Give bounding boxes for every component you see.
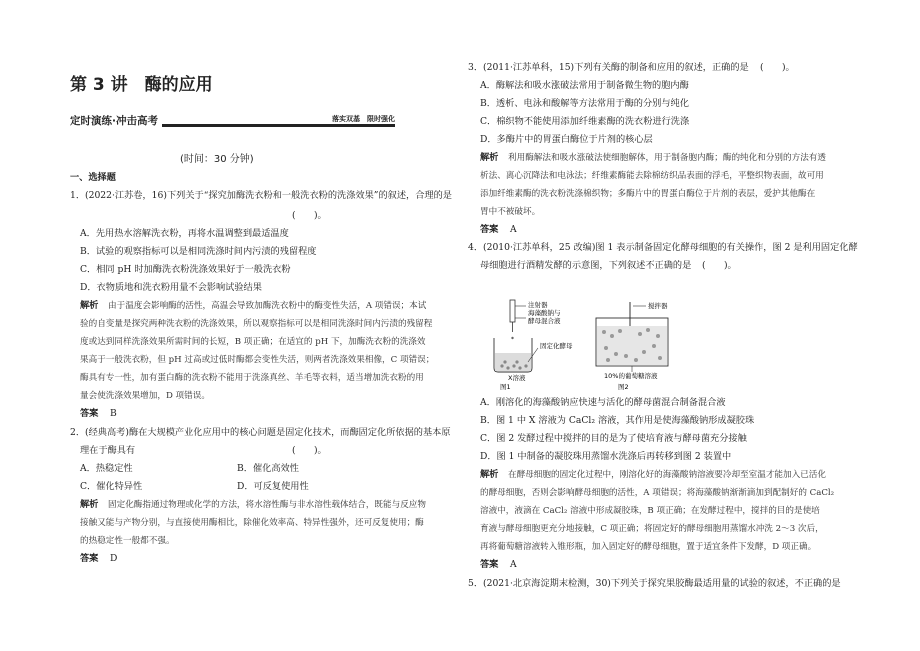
syringe-body (510, 300, 515, 322)
q4-stem: 4．(2010·江苏单科，25 改编)图 1 表示制备固定化酵母细胞的有关操作，图 2 是利用固定化酵 (468, 242, 858, 253)
q4-explain-line: 在酵母细胞的固定化过程中，刚溶化好的海藻酸钠溶液要冷却至室温才能加入已活化 (508, 470, 826, 480)
q1-option-b: B．试验的观察指标可以是相同洗涤时间内污渍的残留程度 (80, 246, 317, 257)
q4-explain-line: 再将葡萄糖溶液转入锥形瓶，加入固定好的酵母细胞，置于适宜条件下发酵，D 项正确。 (480, 542, 817, 552)
q1-option-c: C．相同 pH 时加酶洗衣粉洗涤效果好于一般洗衣粉 (80, 264, 291, 275)
q2-explain-line: 固定化酶指通过物理或化学的方法，将水溶性酶与非水溶性载体结合，既能与反应物 (108, 500, 426, 510)
q3-option-c: C．棉织物不能使用添加纤维素酶的洗衣粉进行洗涤 (480, 116, 690, 127)
q2-explain-line: 的热稳定性一般都不强。 (80, 536, 175, 546)
q1-option-d: D．衣物质地和洗衣粉用量不会影响试验结果 (80, 282, 262, 293)
q3-paren: ( )。 (760, 62, 795, 73)
q2-stem: 2．(经典高考)酶在大规模产业化应用中的核心问题是固定化技术，而酶固定化所依据的基本原 (70, 427, 451, 438)
q1-explain-line: 度或达到同样洗涤效果所需时间的长短，B 项正确；在适宜的 pH 下，加酶洗衣粉的洗涤效 (80, 337, 426, 347)
q1-answer: B (110, 408, 117, 419)
q4-explain-label: 解析 (480, 469, 499, 480)
page-title: 第 3 讲 酶的应用 (70, 75, 213, 95)
q3-option-d: D．多酶片中的胃蛋白酶位于片剂的核心层 (480, 134, 653, 145)
q1-option-a: A．先用热水溶解洗衣粉，再将水温调整到最适温度 (80, 228, 289, 239)
label-glucose: 10%的葡萄糖溶液 (604, 372, 658, 380)
q1-explain-line: 果高于一般洗衣粉，但 pH 过高或过低时酶都会变性失活，则两者洗涤效果相像，C 项错误； (80, 355, 435, 365)
q3-explain-line: 利用酶解法和吸水涨破法使细胞解体，用于制备胞内酶；酶的纯化和分别的方法有透 (508, 153, 826, 163)
banner-right-text: 落实双基 限时强化 (328, 114, 395, 124)
label-syringe: 注射器 (528, 301, 548, 309)
q4-explain-line: 育液与酵母细胞更充分地接触，C 项正确；将固定好的酵母细胞用蒸馏水冲洗 2～3 次后， (480, 524, 824, 534)
q4-stem-cont: 母细胞进行酒精发酵的示意图，下列叙述不正确的是 (480, 260, 692, 271)
banner-left-text: 定时演练·冲击高考 (70, 113, 162, 128)
q3-answer-label: 答案 (480, 224, 499, 235)
caption-fig1: 图1 (500, 383, 511, 390)
q1-explain-line: 验的自变量是探究两种洗衣粉的洗涤效果，所以观察指标可以是相同洗涤时间内污渍的残留程 (80, 319, 433, 329)
q2-stem-cont: 理在于酶具有 (80, 445, 136, 456)
q2-option-c: C．催化特异性 (80, 481, 143, 492)
q4-option-b: B．图 1 中 X 溶液为 CaCl₂ 溶液，其作用是使海藻酸钠形成凝胶珠 (480, 415, 755, 426)
q3-explain-line: 添加纤维素酶的洗衣粉洗涤棉织物；多酶片中的胃蛋白酶位于片剂的表层，爱护其他酶在 (480, 189, 816, 199)
q3-explain-line: 析法、离心沉降法和电泳法；纤维素酶能去除棉纺织品表面的浮毛，平整织物表面，故可用 (480, 171, 824, 181)
q2-explain-label: 解析 (80, 499, 99, 510)
q2-option-d: D．可反复使用性 (237, 481, 309, 492)
q2-option-b: B．催化高效性 (237, 463, 299, 474)
label-alginate: 海藻酸钠与 (528, 309, 561, 317)
label-mix: 酵母混合液 (528, 317, 561, 325)
q1-explain-label: 解析 (80, 300, 99, 311)
q2-explain-line: 接触又能与产物分别，与直接使用酶相比，除催化效率高、特异性强外，还可反复使用；酶 (80, 518, 424, 528)
q4-paren: ( )。 (702, 260, 737, 271)
q5-stem: 5．(2021·北京海淀期末检测，30)下列关于探究果胶酶最适用量的试验的叙述，不正确的是 (468, 578, 841, 589)
q2-answer-label: 答案 (80, 553, 99, 564)
q3-explain-line: 胃中不被破坏。 (480, 207, 541, 217)
q4-answer: A (510, 559, 517, 570)
q4-figure (488, 298, 738, 390)
section-banner (70, 115, 395, 127)
q2-answer: D (110, 553, 118, 564)
q3-stem: 3．(2011·江苏单科，15)下列有关酶的制备和应用的叙述，正确的是 (468, 62, 749, 73)
q4-answer-label: 答案 (480, 559, 499, 570)
q4-option-d: D．图 1 中制备的凝胶珠用蒸馏水洗涤后再转移到图 2 装置中 (480, 451, 732, 462)
section-heading: 一、选择题 (70, 172, 116, 183)
q4-option-c: C．图 2 发酵过程中搅拌的目的是为了使培育液与酵母菌充分接触 (480, 433, 747, 444)
figure2-apparatus (596, 302, 668, 372)
time-limit: (时间：30 分钟) (180, 154, 254, 165)
label-immobilized-yeast: 固定化酵母 (540, 342, 573, 350)
q1-paren: ( )。 (292, 210, 327, 221)
label-x-solution: X溶液 (508, 374, 526, 382)
q1-stem: 1．(2022·江苏卷，16)下列关于“探究加酶洗衣粉和一般洗衣粉的洗涤效果”的叙述，合理的是 (70, 190, 452, 201)
q1-explain-line: 由于温度会影响酶的活性，高温会导致加酶洗衣粉中的酶变性失活，A 项错误；本试 (108, 301, 427, 311)
q4-explain-line: 溶液中，液滴在 CaCl₂ 溶液中形成凝胶珠，B 项正确；在发酵过程中，搅拌的目的是使培 (480, 506, 820, 516)
caption-fig2: 图2 (618, 383, 629, 390)
q2-paren: ( )。 (292, 445, 327, 456)
q2-option-a: A．热稳定性 (80, 463, 133, 474)
x-solution (495, 353, 531, 371)
falling-drop (511, 337, 513, 339)
q4-explain-line: 的酵母细胞，否则会影响酵母细胞的活性，A 项错误；将海藻酸钠渐渐滴加到配制好的 CaCl₂ (480, 488, 835, 498)
q3-option-a: A．酶解法和吸水涨破法常用于制备微生物的胞内酶 (480, 80, 689, 91)
q1-answer-label: 答案 (80, 408, 99, 419)
label-stirrer: 搅拌器 (648, 302, 668, 310)
q1-explain-line: 酶具有专一性，加有蛋白酶的洗衣粉不能用于洗涤真丝、羊毛等衣料，适当增加洗衣粉的用 (80, 373, 424, 383)
q3-option-b: B．透析、电泳和酸解等方法常用于酶的分别与纯化 (480, 98, 689, 109)
q1-explain-line: 量会使洗涤效果增加，D 项错误。 (80, 391, 210, 401)
q4-option-a: A．刚溶化的海藻酸钠应快速与活化的酵母菌混合制备混合液 (480, 397, 726, 408)
q3-explain-label: 解析 (480, 152, 499, 163)
q3-answer: A (510, 224, 517, 235)
